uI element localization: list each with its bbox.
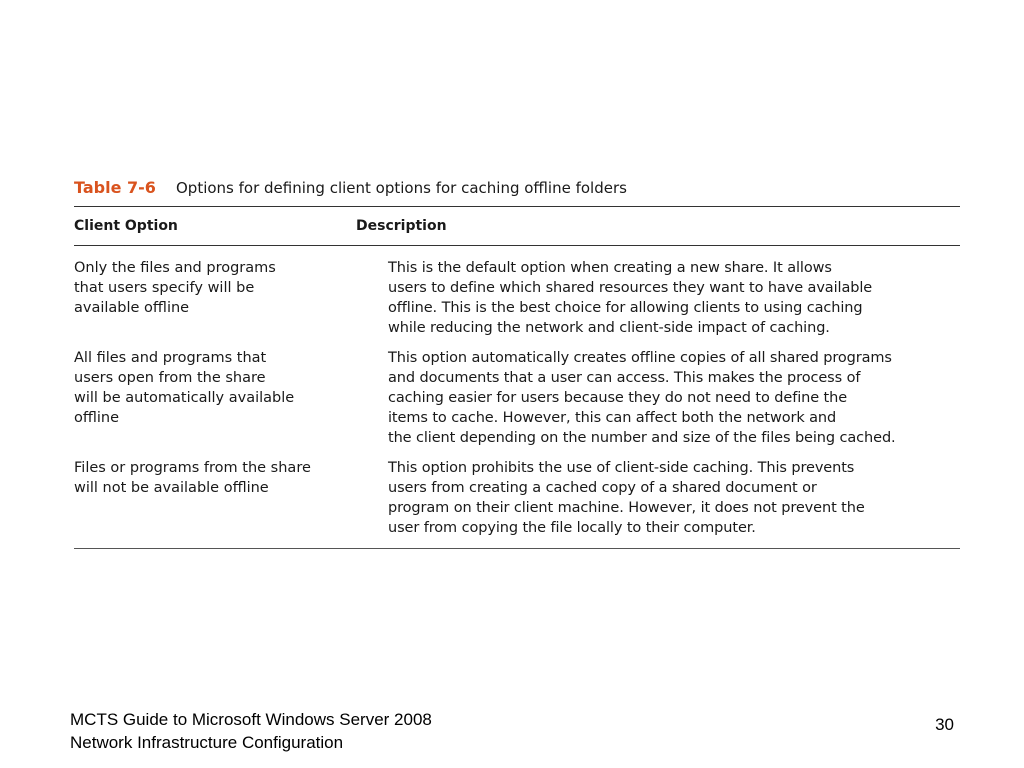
options-table: [74, 176, 960, 549]
row-option-cell: Files or programs from the share will not be available offline: [74, 460, 311, 496]
row-description-cell: This option automatically creates offline copies of all shared programs and documents that a user can access. This makes the process of caching easier for users because they do not need to define the items to cache. However, this can affect both the network and the client depending on the number and size of the files being cached.: [388, 350, 896, 446]
table-number: Table 7-6: [74, 178, 156, 197]
footer-line-2: Network Infrastructure Configuration: [70, 733, 344, 752]
table-row: [74, 348, 960, 448]
table-body: [74, 246, 960, 538]
slide-footer: [70, 708, 432, 754]
table-caption: [74, 176, 960, 204]
table-header-row: [74, 207, 960, 245]
footer-line-1: MCTS Guide to Microsoft Windows Server 2008: [70, 710, 432, 729]
page-number: 30: [935, 715, 954, 734]
row-description-cell: This option prohibits the use of client-side caching. This prevents users from creating a cached copy of a shared document or program on their client machine. However, it does not prevent the user from copying the file locally to their computer.: [388, 460, 865, 536]
table-row: [74, 258, 960, 338]
row-description-cell: This is the default option when creating a new share. It allows users to define which shared resources they want to have available offline. This is the best choice for allowing clients to using caching while reducing the network and client-side impact of caching.: [388, 260, 873, 336]
row-option-cell: Only the files and programs that users specify will be available offline: [74, 260, 276, 316]
table-title: Options for defining client options for caching offline folders: [176, 179, 627, 197]
row-option-cell: All files and programs that users open from the share will be automatically available offline: [74, 350, 295, 426]
header-description: Description: [356, 218, 447, 234]
header-client-option: Client Option: [74, 218, 178, 234]
table-bottom-rule: [74, 548, 960, 549]
table-row: [74, 458, 960, 538]
